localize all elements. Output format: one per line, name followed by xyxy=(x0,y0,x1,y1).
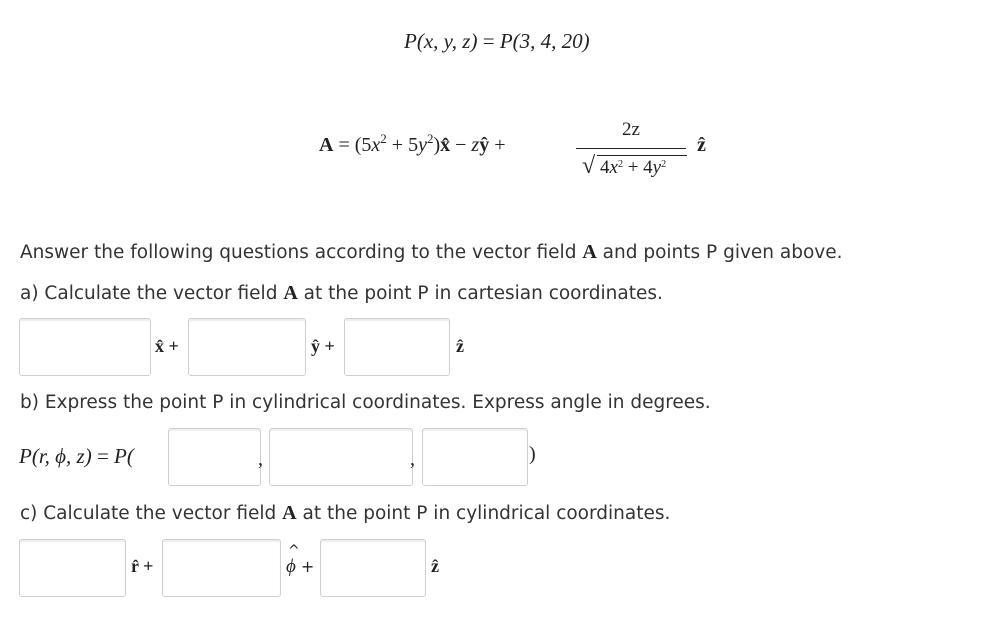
plus-sign: + xyxy=(494,134,506,156)
qa-z-component-input[interactable] xyxy=(344,318,450,376)
cylindrical-point-expression xyxy=(19,444,134,469)
term1-close: ) xyxy=(433,134,441,156)
qb-r-input[interactable] xyxy=(168,428,261,486)
x-hat: x̂ xyxy=(440,134,451,156)
qa-x-hat-label: x̂ + xyxy=(155,336,179,356)
qa-vector-a: A xyxy=(283,282,298,304)
qb-comma-2: , xyxy=(410,448,415,470)
qa-z-hat-label: ẑ xyxy=(456,336,464,356)
intro-vector-a: A xyxy=(582,241,597,263)
point-equals: = xyxy=(482,29,495,53)
point-rhs: P(3, 4, 20) xyxy=(499,29,590,53)
qa-y-hat-label: ŷ + xyxy=(311,336,335,356)
qc-z-hat-label: ẑ xyxy=(431,556,439,576)
qc-r-component-input[interactable] xyxy=(19,539,126,597)
sqrt-icon: √ xyxy=(582,153,596,179)
term1-sq2: 2 xyxy=(426,131,434,146)
qc-z-component-input[interactable] xyxy=(320,539,426,597)
question-c-text: c) Calculate the vector field A at the point P in cylindrical coordinates. xyxy=(20,502,671,524)
qb-comma-1: , xyxy=(258,448,263,470)
qb-lhs: P(r, ϕ, z) xyxy=(19,444,92,468)
vector-field-formula xyxy=(319,131,506,157)
question-a-text: a) Calculate the vector field A at the point P in cartesian coordinates. xyxy=(20,282,663,304)
minus-sign: − xyxy=(455,134,467,156)
qc-phi-component-input[interactable] xyxy=(162,539,281,597)
qa-y-component-input[interactable] xyxy=(188,318,306,376)
sqrt-body: $4x^2 + 4y^2$ xyxy=(600,157,667,178)
question-b-text: b) Express the point P in cylindrical coordinates. Express angle in degrees. xyxy=(20,392,711,413)
fraction-bar xyxy=(576,148,686,149)
term1-x: x xyxy=(371,134,381,156)
qb-equals: = xyxy=(96,444,109,468)
qb-z-input[interactable] xyxy=(422,428,528,486)
intro-text: Answer the following questions according to the vector field A and points P given above. xyxy=(20,241,843,263)
y-hat: ŷ xyxy=(479,134,490,156)
qa-x-component-input[interactable] xyxy=(19,318,151,376)
qc-phi-hat-label: ^ ϕ + xyxy=(286,543,315,577)
qc-r-hat-label: r̂ + xyxy=(131,556,154,576)
term1-y: y xyxy=(418,134,427,156)
fraction xyxy=(576,119,688,183)
point-definition xyxy=(404,29,590,54)
qb-rhs-open: P( xyxy=(114,444,134,468)
fraction-numerator: 2z xyxy=(622,119,640,140)
term1-mid: + 5 xyxy=(386,134,419,156)
sqrt-overline xyxy=(597,155,687,156)
vector-a: A xyxy=(319,134,334,156)
field-equals: = xyxy=(338,134,350,156)
term1-open: (5 xyxy=(354,134,372,156)
z-variable: z xyxy=(471,134,480,156)
qb-phi-input[interactable] xyxy=(269,428,413,486)
term1-sq1: 2 xyxy=(380,131,387,146)
qc-vector-a: A xyxy=(282,502,297,524)
z-hat: ẑ xyxy=(697,134,706,156)
qb-close-paren: ) xyxy=(529,443,536,465)
point-lhs: P(x, y, z) xyxy=(404,29,478,53)
